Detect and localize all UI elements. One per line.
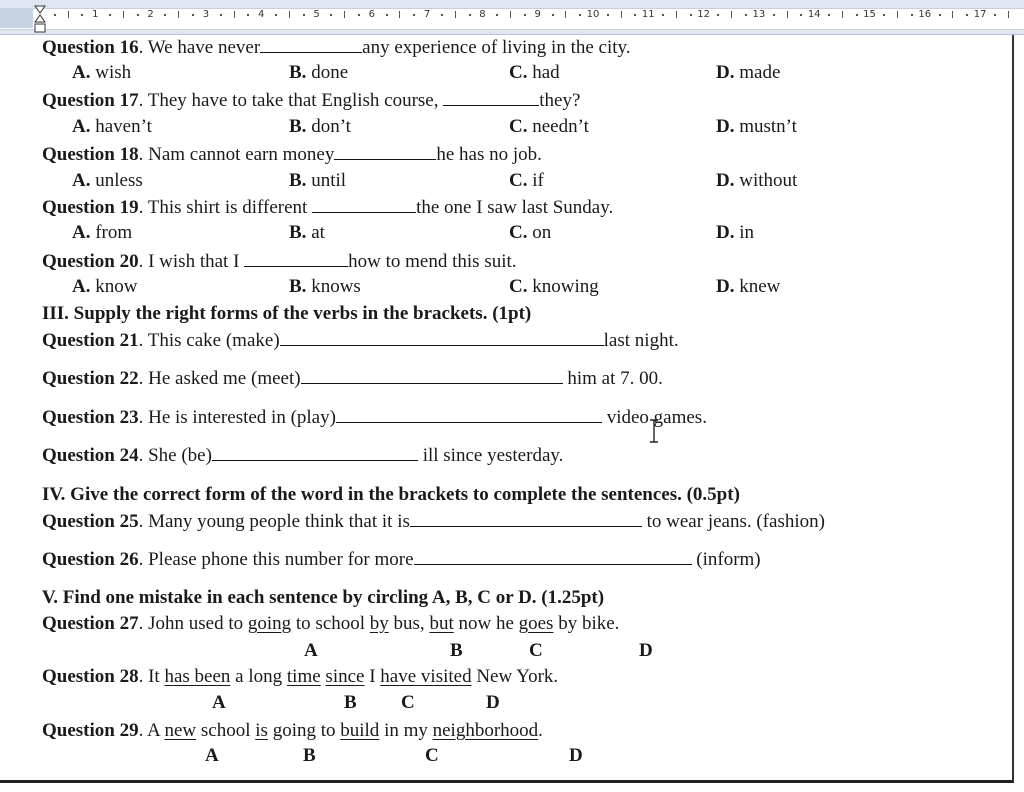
ruler-tick: [469, 14, 471, 16]
ruler-number: 16: [918, 9, 932, 20]
choice-letter-a[interactable]: A: [304, 640, 318, 661]
question-29: Question 29. A new school is going to build in my neighborhood.: [42, 720, 543, 741]
ruler-tick: [192, 14, 194, 16]
ruler-tick: [386, 14, 388, 16]
option-c: C. if: [509, 170, 544, 191]
ruler-tick: [441, 14, 443, 16]
option-c: C. needn’t: [509, 116, 589, 137]
ruler-tick: [524, 14, 526, 16]
option-b: B. knows: [289, 276, 361, 297]
underlined-option-a: new: [164, 720, 197, 741]
ruler-tick: [455, 11, 456, 18]
ruler-tick: [81, 14, 83, 16]
ruler-number: 8: [479, 9, 486, 20]
answer-blank[interactable]: [443, 89, 539, 106]
question-23: Question 23. He is interested in (play) video games.: [42, 407, 707, 428]
question-16: Question 16. We have never any experience of living in the city.: [42, 37, 631, 58]
ruler-tick: [68, 11, 69, 18]
indent-marker-icon[interactable]: [34, 4, 46, 36]
ruler-number: 6: [368, 9, 375, 20]
ruler-tick: [552, 14, 554, 16]
question-25: Question 25. Many young people think that it is to wear jeans. (fashion): [42, 511, 825, 532]
ruler-tick: [787, 11, 788, 18]
ruler-tick: [330, 14, 332, 16]
question-18: Question 18. Nam cannot earn money he has no job.: [42, 144, 542, 165]
choice-letter-c[interactable]: C: [529, 640, 543, 661]
question-20: Question 20. I wish that I how to mend this suit.: [42, 251, 517, 272]
ruler-tick: [247, 14, 249, 16]
question-label: Question 22: [42, 368, 139, 389]
ruler-tick: [731, 11, 732, 18]
ruler-tick: [717, 14, 719, 16]
underlined-option-c: but: [429, 613, 454, 634]
option-b: B. don’t: [289, 116, 351, 137]
answer-blank[interactable]: [301, 367, 563, 384]
question-label: Question 20: [42, 251, 139, 272]
question-21: Question 21. This cake (make) last night.: [42, 330, 679, 351]
answer-blank[interactable]: [260, 36, 362, 53]
ruler-tick: [621, 11, 622, 18]
question-label: Question 21: [42, 330, 139, 351]
choice-letter-b[interactable]: B: [303, 745, 316, 766]
option-a: A. unless: [72, 170, 143, 191]
ruler-tick: [994, 14, 996, 16]
answer-blank[interactable]: [334, 143, 436, 160]
ruler-tick: [939, 14, 941, 16]
ruler-tick: [800, 14, 802, 16]
ruler-tick: [220, 14, 222, 16]
ruler-tick: [883, 14, 885, 16]
question-label: Question 29: [42, 720, 139, 741]
choice-letter-c[interactable]: C: [425, 745, 439, 766]
answer-blank[interactable]: [410, 510, 642, 527]
ruler-number: 5: [313, 9, 320, 20]
question-label: Question 27: [42, 613, 139, 634]
ruler-tick: [344, 11, 345, 18]
option-d: D. mustn’t: [716, 116, 797, 137]
choice-letter-c[interactable]: C: [401, 692, 415, 713]
ruler-number: 15: [863, 9, 876, 20]
question-label: Question 23: [42, 407, 139, 428]
choice-letter-d[interactable]: D: [486, 692, 500, 713]
ruler-number: 3: [202, 9, 210, 20]
ruler-tick: [565, 11, 566, 18]
option-c: C. knowing: [509, 276, 599, 297]
ruler-tick: [966, 14, 968, 16]
underlined-option-b: time: [286, 666, 321, 687]
question-label: Question 16: [42, 37, 139, 58]
option-d: D. made: [716, 62, 781, 83]
ruler-tick: [123, 11, 124, 18]
underlined-option-b: by: [369, 613, 389, 634]
underlined-option-a: going: [247, 613, 292, 634]
choice-letter-b[interactable]: B: [450, 640, 463, 661]
ruler-number: 12: [697, 9, 710, 20]
choice-letter-d[interactable]: D: [639, 640, 653, 661]
ruler-number: 4: [258, 9, 265, 20]
choice-letter-a[interactable]: A: [205, 745, 219, 766]
underlined-option-d: neighborhood: [432, 720, 539, 741]
question-17: Question 17. They have to take that English course, they?: [42, 90, 581, 111]
ruler-tick: [952, 11, 953, 18]
ruler-tick: [399, 11, 400, 18]
question-label: Question 17: [42, 90, 139, 111]
choice-letter-a[interactable]: A: [212, 692, 226, 713]
ruler-tick: [289, 11, 290, 18]
ruler-tick: [413, 14, 415, 16]
ruler-tick: [911, 14, 913, 16]
option-a: A. haven’t: [72, 116, 152, 137]
option-a: A. wish: [72, 62, 132, 83]
ruler-tick: [745, 14, 747, 16]
option-b: B. until: [289, 170, 347, 191]
ruler-tick: [897, 11, 898, 18]
section-3-heading: III. Supply the right forms of the verbs in the brackets. (1pt): [42, 303, 532, 324]
question-label: Question 18: [42, 144, 139, 165]
underlined-option-a: has been: [164, 666, 231, 687]
answer-blank[interactable]: [244, 250, 348, 267]
ruler-tick: [828, 14, 830, 16]
option-d: D. in: [716, 222, 755, 243]
option-c: C. on: [509, 222, 552, 243]
ruler-number: 9: [534, 9, 541, 20]
ruler-tick: [510, 11, 511, 18]
ruler-tick: [1008, 11, 1009, 18]
answer-blank[interactable]: [336, 406, 602, 423]
choice-letter-d[interactable]: D: [569, 745, 583, 766]
question-label: Question 26: [42, 549, 139, 570]
option-a: A. from: [72, 222, 133, 243]
ruler-tick: [234, 11, 235, 18]
question-27: Question 27. John used to going to school by bus, but now he goes by bike.: [42, 613, 620, 634]
ruler-number: 11: [641, 9, 655, 20]
ruler-tick: [164, 14, 166, 16]
question-28: Question 28. It has been a long time since I have visited New York.: [42, 666, 559, 687]
section-5-heading: V. Find one mistake in each sentence by circling A, B, C or D. (1.25pt): [42, 587, 605, 608]
ruler-tick: [137, 14, 139, 16]
question-24: Question 24. She (be) ill since yesterday.: [42, 445, 564, 466]
underlined-option-d: have visited: [380, 666, 472, 687]
ruler-tick: [676, 11, 677, 18]
ruler-tick: [358, 14, 360, 16]
answer-blank[interactable]: [212, 444, 418, 461]
question-label: Question 19: [42, 197, 139, 218]
ruler-tick: [178, 11, 179, 18]
ruler-tick: [842, 11, 843, 18]
question-26: Question 26. Please phone this number for more (inform): [42, 549, 761, 570]
horizontal-ruler[interactable]: [0, 0, 1024, 35]
option-d: D. knew: [716, 276, 781, 297]
question-22: Question 22. He asked me (meet) him at 7. 00.: [42, 368, 663, 389]
ruler-number: 14: [807, 9, 821, 20]
option-d: D. without: [716, 170, 798, 191]
ruler-number: 10: [586, 9, 600, 20]
choice-letter-b[interactable]: B: [344, 692, 357, 713]
underlined-option-b: is: [255, 720, 268, 741]
option-a: A. know: [72, 276, 138, 297]
ruler-tick: [634, 14, 636, 16]
ruler-number: 2: [147, 9, 154, 20]
underlined-option-c: build: [340, 720, 380, 741]
ruler-tick: [496, 14, 498, 16]
answer-blank[interactable]: [312, 196, 416, 213]
ibeam-cursor-icon: [648, 419, 660, 443]
ruler-tick: [690, 14, 692, 16]
answer-blank[interactable]: [280, 329, 604, 346]
ruler-tick: [773, 14, 775, 16]
underlined-option-c: since: [325, 666, 365, 687]
ruler-tick: [662, 14, 664, 16]
section-4-heading: IV. Give the correct form of the word in the brackets to complete the sentences. (0.5pt): [42, 484, 740, 505]
option-b: B. done: [289, 62, 349, 83]
ruler-tick: [109, 14, 111, 16]
ruler-number: 13: [752, 9, 766, 20]
ruler-tick: [303, 14, 305, 16]
question-label: Question 28: [42, 666, 139, 687]
ruler-number: 1: [92, 9, 99, 20]
ruler-number: 17: [973, 9, 987, 20]
ruler-tick: [607, 14, 609, 16]
question-label: Question 24: [42, 445, 139, 466]
ruler-tick: [579, 14, 581, 16]
ruler-tick: [856, 14, 858, 16]
option-c: C. had: [509, 62, 560, 83]
ruler-left-margin: [0, 8, 33, 28]
ruler-tick: [54, 14, 56, 16]
underlined-option-d: goes: [518, 613, 554, 634]
question-label: Question 25: [42, 511, 139, 532]
question-19: Question 19. This shirt is different the one I saw last Sunday.: [42, 197, 614, 218]
ruler-number: 7: [423, 9, 431, 20]
answer-blank[interactable]: [414, 548, 692, 565]
ruler-tick: [275, 14, 277, 16]
option-b: B. at: [289, 222, 325, 243]
